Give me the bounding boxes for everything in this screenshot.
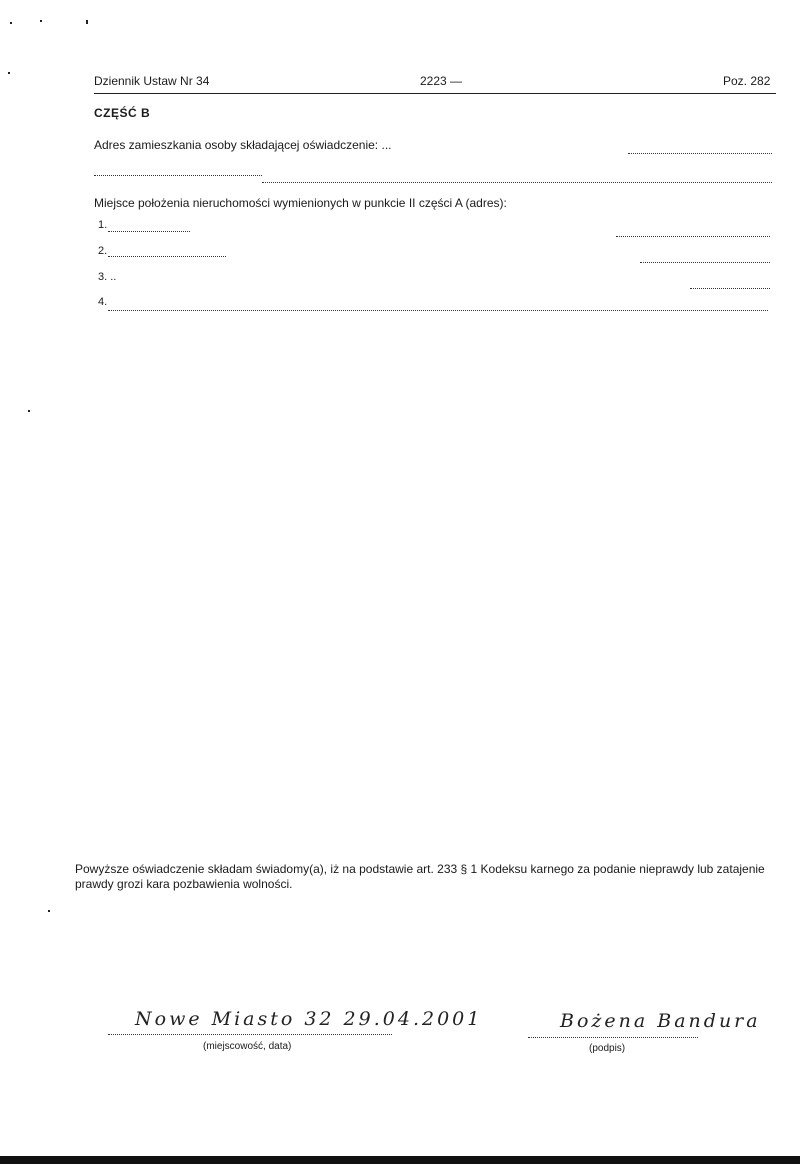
scan-speck: [8, 72, 10, 74]
item-1-line-a: [108, 231, 190, 232]
item-1-line-b: [616, 236, 770, 237]
signature-line: [528, 1037, 698, 1038]
legal-statement: Powyższe oświadczenie składam świadomy(a), iż na podstawie art. 233 § 1 Kodeksu karnego za podanie nieprawdy lub zatajenie prawdy grozi kara pozbawienia wolności.: [75, 862, 765, 891]
scan-speck: [48, 910, 50, 912]
scan-speck: [28, 410, 30, 412]
handwritten-place-date: Nowe Miasto 32 29.04.2001: [135, 1008, 483, 1030]
section-title: CZĘŚĆ B: [94, 106, 151, 120]
item-2-number: 2.: [98, 245, 108, 257]
header-rule: [94, 93, 776, 94]
item-3-number: 3. ..: [98, 271, 117, 283]
address-line-2a: [94, 175, 262, 176]
journal-title: Dziennik Ustaw Nr 34: [94, 74, 210, 88]
item-4-number: 4.: [98, 296, 108, 308]
signature-caption: (podpis): [589, 1043, 626, 1054]
address-line-1: [628, 153, 772, 154]
position-number: Poz. 282: [723, 74, 771, 88]
place-date-line: [108, 1034, 392, 1035]
scan-speck: [40, 20, 42, 22]
item-3-line: [690, 288, 770, 289]
page-number: 2223 —: [420, 74, 463, 88]
address-label: Adres zamieszkania osoby składającej oświadczenie: ...: [94, 138, 392, 152]
item-2-line-a: [108, 256, 226, 257]
address-line-2b: [262, 182, 772, 183]
handwritten-signature: Bożena Bandura: [560, 1010, 761, 1032]
property-label: Miejsce położenia nieruchomości wymienionych w punkcie II części A (adres):: [94, 196, 507, 210]
item-1-number: 1.: [98, 219, 108, 231]
scan-edge: [0, 1156, 800, 1164]
item-4-line: [108, 310, 768, 311]
place-date-caption: (miejscowość, data): [203, 1041, 292, 1052]
scan-speck: [10, 22, 12, 24]
scan-speck: [86, 20, 88, 24]
item-2-line-b: [640, 262, 770, 263]
